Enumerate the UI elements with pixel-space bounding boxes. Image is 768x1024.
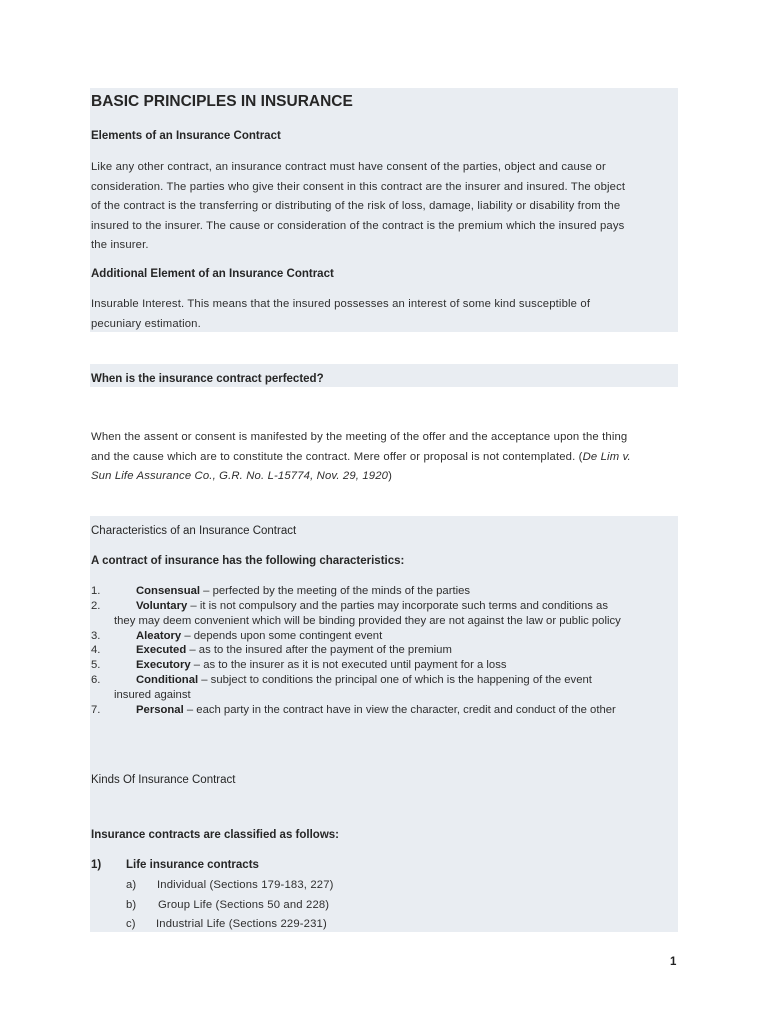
paragraph-line: Like any other contract, an insurance contract must have consent of the parties, object and cause or — [91, 161, 606, 173]
section-paragraph-elements — [91, 158, 625, 256]
paragraph-text: ) — [388, 470, 393, 483]
list-item-term: Conditional — [136, 674, 199, 686]
paragraph-line — [91, 448, 631, 468]
list-item-number: 7. — [91, 704, 101, 716]
section-subheading-characteristics: A contract of insurance has the following characteristics: — [91, 555, 405, 567]
list-item-number: 3. — [91, 630, 101, 642]
list-item-text — [136, 658, 507, 673]
list-item-text — [136, 703, 616, 718]
section-heading-kinds: Kinds Of Insurance Contract — [91, 774, 236, 786]
paragraph-text: and the cause which are to constitute the contract. Mere offer or proposal is not contemplated. ( — [91, 450, 583, 463]
paragraph-line: the insurer. — [91, 239, 149, 252]
sub-item-text: Industrial Life (Sections 229-231) — [156, 918, 327, 930]
list-item-text — [136, 584, 470, 599]
group-number: 1) — [91, 859, 102, 871]
section-heading-perfected: When is the insurance contract perfected? — [91, 373, 324, 385]
list-item-text — [136, 673, 592, 688]
list-item-desc: – depends upon some contingent event — [181, 630, 383, 642]
section-paragraph-additional-element — [91, 295, 590, 334]
list-item-continuation: they may deem convenient which will be binding provided they are not against the law or public policy — [114, 615, 621, 627]
section-subheading-kinds: Insurance contracts are classified as follows: — [91, 829, 339, 841]
list-item-term: Executory — [136, 659, 191, 671]
paragraph-line: of the contract is the transferring or distributing of the risk of loss, damage, liability or disability from the — [91, 200, 621, 213]
section-heading-characteristics: Characteristics of an Insurance Contract — [91, 525, 297, 537]
sub-item-text: Group Life (Sections 50 and 228) — [158, 899, 330, 911]
list-item-term: Executed — [136, 644, 187, 656]
paragraph-line: Insurable Interest. This means that the insured possesses an interest of some kind susceptible of — [91, 298, 591, 310]
list-item-text — [136, 643, 452, 658]
paragraph-line: pecuniary estimation. — [91, 317, 201, 330]
list-item-desc: – subject to conditions the principal one of which is the happening of the event — [198, 674, 592, 686]
list-item-term: Voluntary — [136, 600, 188, 612]
page-title: BASIC PRINCIPLES IN INSURANCE — [91, 93, 353, 110]
section-heading-additional-element: Additional Element of an Insurance Contract — [91, 268, 334, 280]
list-item-desc: – it is not compulsory and the parties may incorporate such terms and conditions as — [187, 600, 608, 612]
section-heading-elements: Elements of an Insurance Contract — [91, 130, 281, 142]
case-citation: De Lim v. — [582, 450, 631, 463]
list-item-term: Personal — [136, 704, 184, 716]
case-citation: Sun Life Assurance Co., G.R. No. L-15774, Nov. 29, 1920 — [91, 470, 389, 483]
list-item-number: 1. — [91, 585, 101, 597]
list-item-desc: – as to the insurer as it is not executed until payment for a loss — [190, 659, 507, 671]
sub-item-letter: b) — [126, 899, 137, 911]
group-label: Life insurance contracts — [126, 859, 259, 871]
list-item-desc: – each party in the contract have in view the character, credit and conduct of the other — [183, 704, 616, 716]
section-paragraph-perfected — [91, 428, 631, 487]
list-item-term: Consensual — [136, 585, 201, 597]
paragraph-line: insured to the insurer. The cause or consideration of the contract is the premium which the insured pays — [91, 219, 625, 232]
paragraph-line: When the assent or consent is manifested by the meeting of the offer and the acceptance upon the thing — [91, 431, 628, 443]
list-item-number: 4. — [91, 644, 101, 656]
paragraph-line — [91, 467, 631, 487]
list-item-text — [136, 629, 382, 644]
list-item-number: 5. — [91, 659, 101, 671]
list-item-continuation: insured against — [114, 689, 191, 701]
paragraph-line: consideration. The parties who give their consent in this contract are the insurer and insured. The object — [91, 180, 626, 193]
sub-item-text: Individual (Sections 179-183, 227) — [157, 879, 334, 891]
sub-item-letter: c) — [126, 918, 136, 930]
sub-item-letter: a) — [126, 879, 137, 891]
list-item-number: 6. — [91, 674, 101, 686]
page-number: 1 — [670, 956, 677, 968]
list-item-desc: – perfected by the meeting of the minds of the parties — [200, 585, 471, 597]
list-item-number: 2. — [91, 600, 101, 612]
list-item-term: Aleatory — [136, 630, 182, 642]
list-item-text — [136, 599, 608, 614]
list-item-desc: – as to the insured after the payment of the premium — [186, 644, 452, 656]
